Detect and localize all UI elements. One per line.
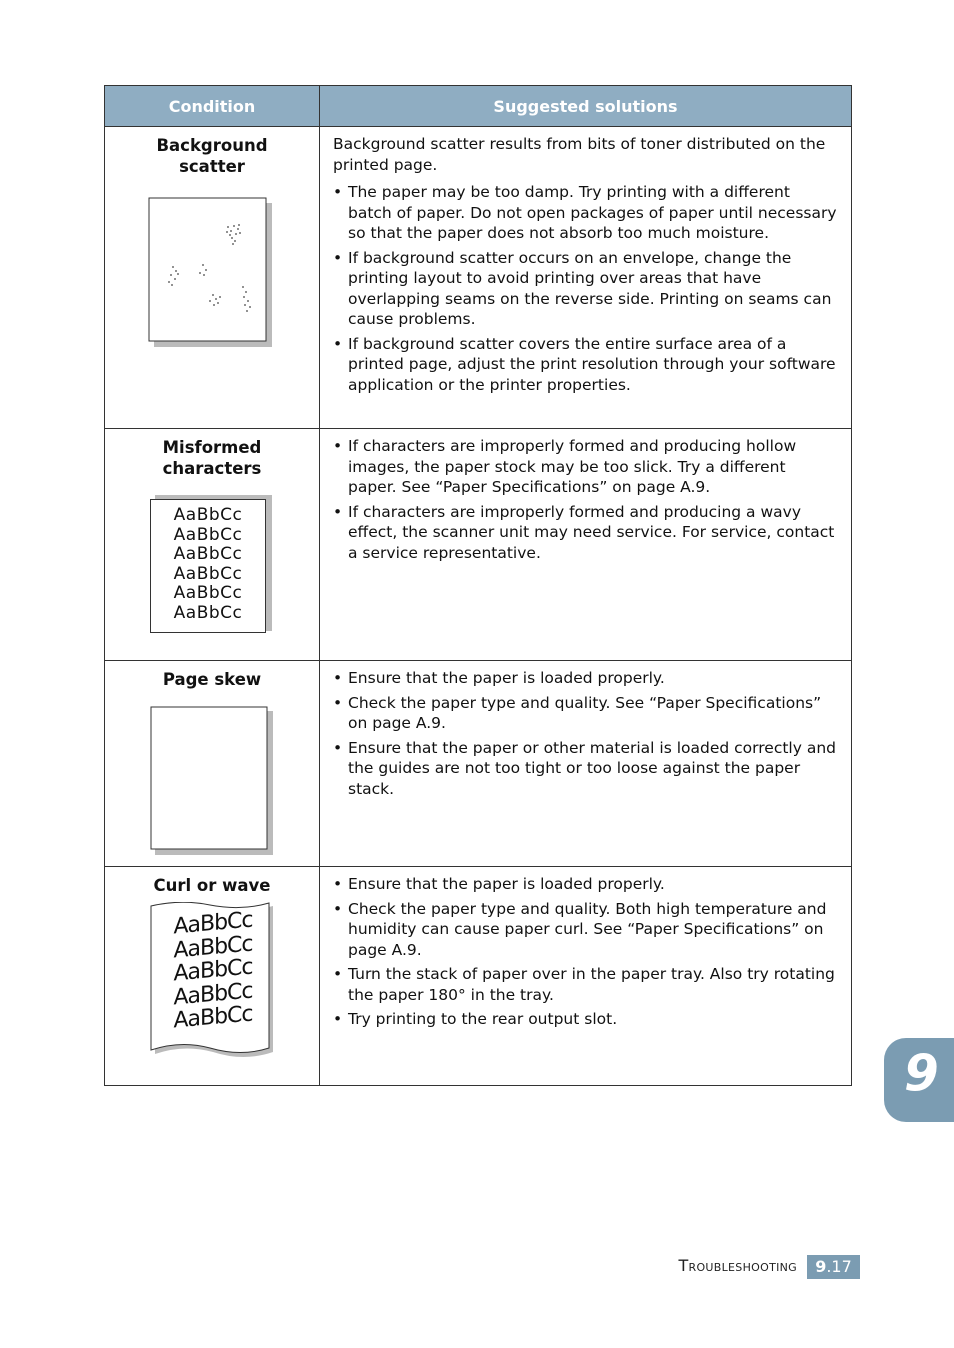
list-item: • If characters are improperly formed and producing hollow images, the paper stock may be too slick. Try a different paper. See “Paper Specifications” on page A.9. [333, 436, 837, 498]
footer-page: .17 [826, 1257, 852, 1276]
condition-cell [105, 867, 320, 1086]
sample-text-line: AaBbCc [173, 524, 243, 545]
condition-label: Curl or wave [153, 876, 271, 895]
wavy-text-line: AaBbCc [173, 931, 253, 963]
solutions-cell [320, 867, 852, 1086]
solutions-cell [320, 661, 852, 867]
list-item: • If background scatter occurs on an envelope, change the printing layout to avoid printing over areas that have overlapping seams on the reverse side. Printing on seams can cause problems. [333, 248, 837, 330]
solution-list [333, 874, 837, 1030]
wavy-text-line: AaBbCc [173, 1001, 253, 1034]
curl-or-wave-illustration [149, 902, 275, 1062]
list-item: • Try printing to the rear output slot. [333, 1009, 837, 1030]
table-header-row [105, 86, 852, 127]
troubleshooting-table [104, 85, 852, 1086]
header-solutions: Suggested solutions [320, 86, 852, 127]
list-item: • The paper may be too damp. Try printing with a different batch of paper. Do not open packages of paper until necessary so that the paper does not absorb too much moisture. [333, 182, 837, 244]
solutions-cell [320, 429, 852, 661]
list-item: • Ensure that the paper is loaded properly. [333, 874, 837, 895]
condition-label: Background scatter [156, 136, 268, 176]
sample-text-line: AaBbCc [173, 583, 243, 603]
condition-cell [105, 661, 320, 867]
background-scatter-illustration [148, 197, 276, 349]
list-item: • Check the paper type and quality. See “Paper Specifications” on page A.9. [333, 693, 837, 734]
solutions-cell [320, 127, 852, 429]
list-item: • Ensure that the paper or other material is loaded correctly and the guides are not too tight or too loose against the paper stack. [333, 738, 837, 800]
table-row [105, 127, 852, 429]
sample-text-line: AaBbCc [173, 505, 243, 525]
wavy-text-line: AaBbCc [173, 907, 253, 940]
table-row [105, 661, 852, 867]
condition-cell [105, 127, 320, 429]
wavy-text-line: AaBbCc [173, 978, 253, 1010]
footer-chapter: 9 [815, 1257, 827, 1276]
table-row [105, 429, 852, 661]
list-item: • Ensure that the paper is loaded properly. [333, 668, 837, 689]
condition-cell [105, 429, 320, 661]
list-item: • If background scatter covers the entire surface area of a printed page, adjust the print resolution through your software application or the printer properties. [333, 334, 837, 396]
misformed-characters-illustration [150, 499, 274, 641]
table-row [105, 867, 852, 1086]
condition-label: Misformed characters [162, 438, 262, 478]
header-condition: Condition [105, 86, 320, 127]
sample-text-line: AaBbCc [173, 544, 243, 564]
solution-list [333, 436, 837, 563]
list-item: • If characters are improperly formed and producing a wavy effect, the scanner unit may need service. For service, contact a service representative. [333, 502, 837, 564]
solution-list [333, 182, 837, 395]
chapter-tab-number: 9 [904, 1044, 939, 1102]
wavy-text-line: AaBbCc [173, 954, 253, 987]
sample-text-line: AaBbCc [173, 602, 243, 623]
footer-section-title: Troubleshooting [678, 1256, 797, 1275]
condition-label: Page skew [162, 670, 262, 689]
list-item: • Turn the stack of paper over in the paper tray. Also try rotating the paper 180° in the tray. [333, 964, 837, 1005]
solution-intro: Background scatter results from bits of toner distributed on the printed page. [333, 135, 826, 174]
sample-text-line: AaBbCc [173, 563, 243, 584]
solution-list [333, 668, 837, 799]
page-skew-illustration [150, 706, 274, 856]
list-item: • Check the paper type and quality. Both high temperature and humidity can cause paper curl. See “Paper Specifications” on page A.9. [333, 899, 837, 961]
footer-page-number [807, 1255, 860, 1279]
chapter-tab [884, 1038, 954, 1122]
